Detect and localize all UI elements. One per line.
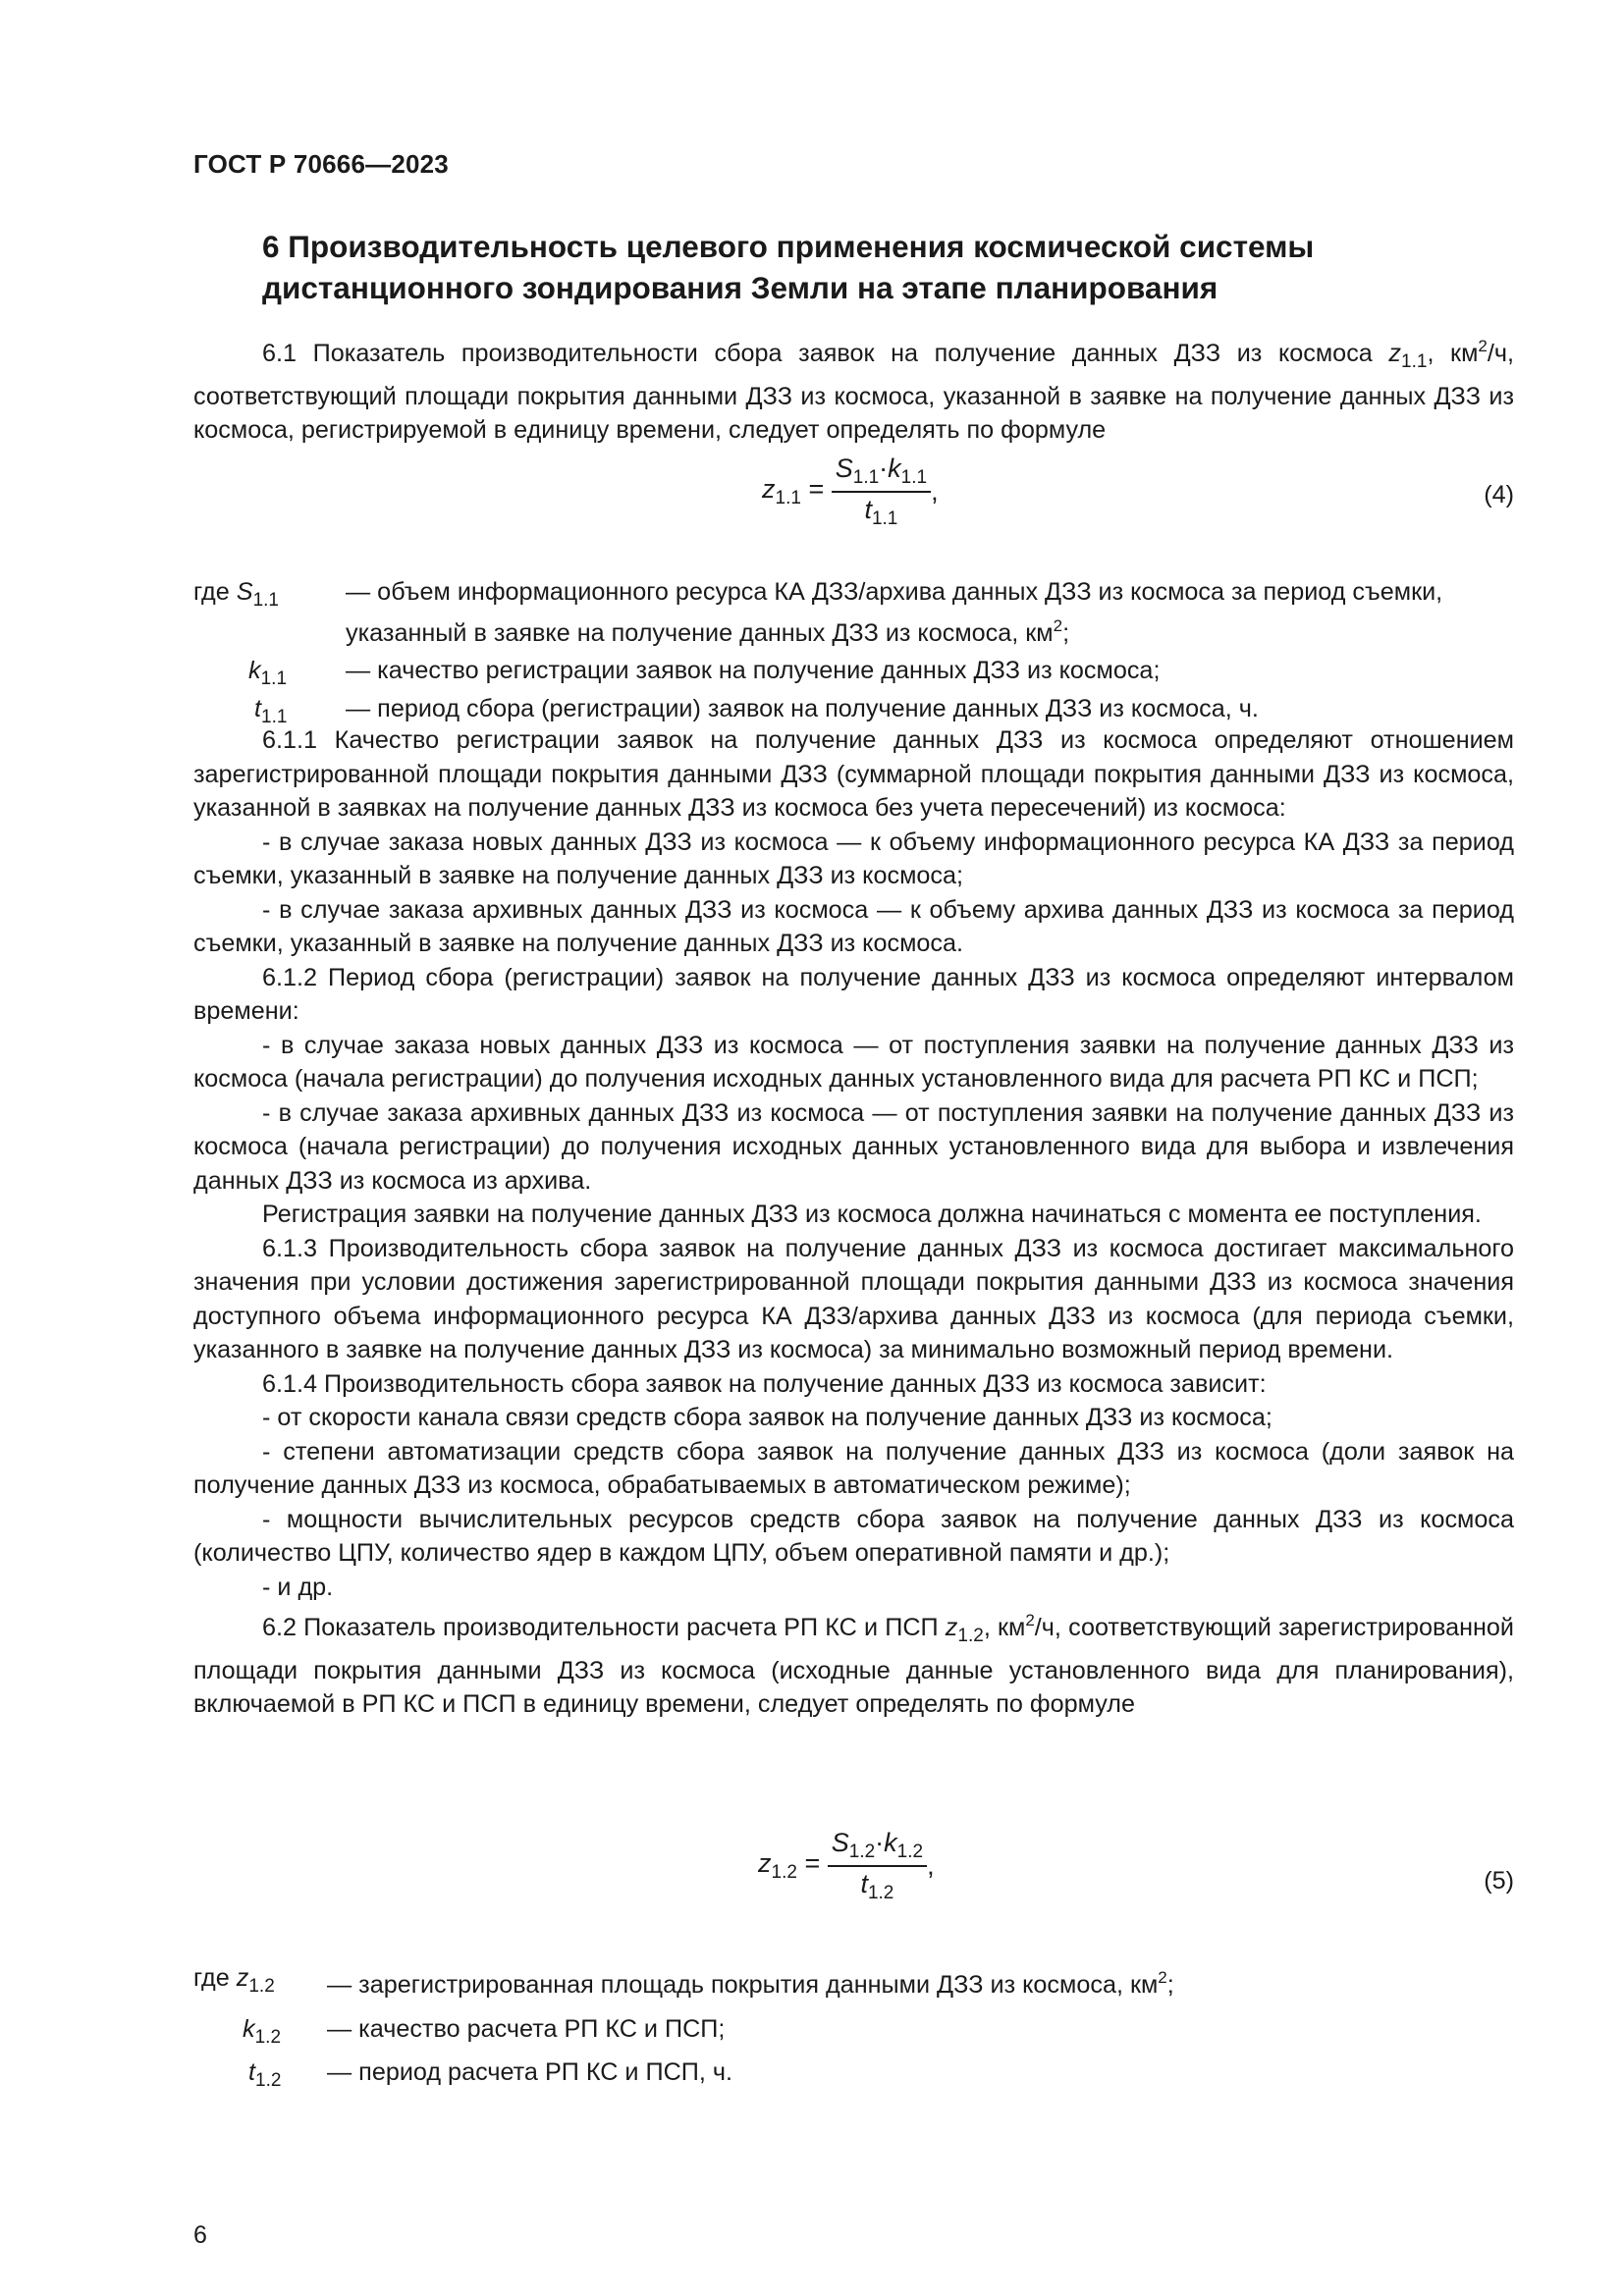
list-item: - и др. [262,1573,334,1601]
section-title-line-2: дистанционного зондирования Земли на этапе планирования [262,270,1218,305]
list-item: - в случае заказа новых данных ДЗЗ из космоса — от поступления заявки на получение данных ДЗЗ из космоса (начала регистрации) до получения исходных данных установленного вида для расчета РП КС и ПСП; [193,1031,1514,1093]
paragraph-6-1-3: 6.1.3 Производительность сбора заявок на получение данных ДЗЗ из космоса достигает максимального значения при условии достижения зарегистрированной площади покрытия данными ДЗЗ из космоса значения доступного объема информационного ресурса КА ДЗЗ/архива данных ДЗЗ из космоса (для периода съемки, указанного в заявке на получение данных ДЗЗ из космоса) за минимально возможный период времени. [193,1234,1514,1363]
formula-5: $z_{1.2}$ = $\frac{S_{1.2}\cdot k_{1.2}}{t_{1.2}}$ , [758,1828,935,1903]
formula-4: $z_{1.1}$ = $\frac{S_{1.1}\cdot k_{1.1}}{t_{1.1}}$ , [762,454,939,529]
formula-5-definitions [193,1961,1514,2094]
paragraph-6-1-1: 6.1.1 Качество регистрации заявок на получение данных ДЗЗ из космоса определяют отношением зарегистрированной площади покрытия данными ДЗЗ (суммарной площади покрытия данными ДЗЗ из космоса, указанной в заявках на получение данных ДЗЗ из космоса без учета пересечений) из космоса: [193,726,1514,822]
definition-t: $t_{1.1}$ — период сбора (регистрации) заявок на получение данных ДЗЗ из космоса, ч. [254,694,1259,727]
standard-header: ГОСТ Р 70666—2023 [193,149,449,179]
paragraph-6-1-4: 6.1.4 Производительность сбора заявок на получение данных ДЗЗ из космоса зависит: [262,1369,1267,1398]
paragraph-6-2: 6.2 Показатель производительности расчета РП КС и ПСП $z_{1.2}$, $км^2/ч$, соответствующий зарегистрированной площади покрытия данными ДЗЗ из космоса (исходные данные установленного вида для планирования), включаемой в РП КС и ПСП в единицу времени, следует определять по формуле [193,1611,1515,1718]
definition-t: $t_{1.2}$ — период расчета РП КС и ПСП, ч. [248,2058,732,2091]
list-item: - в случае заказа архивных данных ДЗЗ из космоса — от поступления заявки на получение данных ДЗЗ из космоса (начала регистрации) до получения исходных данных установленного вида для выбора и извлечения данных ДЗЗ из космоса из архива. [193,1098,1514,1195]
list-item: - в случае заказа архивных данных ДЗЗ из космоса — к объему архива данных ДЗЗ из космоса за период съемки, указанный в заявке на получение данных ДЗЗ из космоса. [193,895,1514,957]
formula-5-number: (5) [1484,1867,1514,1895]
formula-4-definitions [193,575,1514,729]
body-text [193,723,1514,1722]
definition-k: $k_{1.1}$ — качество регистрации заявок на получение данных ДЗЗ из космоса; [248,657,1161,689]
definition-k: $k_{1.2}$ — качество расчета РП КС и ПСП; [243,2014,726,2048]
section-title [262,226,1539,308]
paragraph-6-1: 6.1 Показатель производительности сбора заявок на получение данных ДЗЗ из космоса $z_{1.1}$, $км^2/ч$, соответствующий площади покрытия данными ДЗЗ из космоса, указанной в заявке на получение данных ДЗЗ из космоса, регистрируемой в единицу времени, следует определять по формуле [193,337,1514,444]
definition-z: где $z_{1.2}$ — зарегистрированная площадь покрытия данными ДЗЗ из космоса, $км^2$; [193,1964,1174,1999]
paragraph-registration: Регистрация заявки на получение данных ДЗЗ из космоса должна начинаться с момента ее поступления. [262,1201,1482,1228]
formula-4-fraction: $\frac{S_{1.1}\cdot k_{1.1}}{t_{1.1}}$ [832,454,931,530]
list-item: - степени автоматизации средств сбора заявок на получение данных ДЗЗ из космоса (доли заявок на получение данных ДЗЗ из космоса, обрабатываемых в автоматическом режиме); [193,1437,1514,1499]
list-item: - в случае заказа новых данных ДЗЗ из космоса — к объему информационного ресурса КА ДЗЗ за период съемки, указанный в заявке на получение данных ДЗЗ из космоса; [193,828,1514,889]
definition-s: где $S_{1.1}$ — объем информационного ресурса КА ДЗЗ/архива данных ДЗЗ из космоса за период съемки, указанный в заявке на получение данных ДЗЗ из космоса, $км^2$; [193,578,1443,647]
list-item: - мощности вычислительных ресурсов средств сбора заявок на получение данных ДЗЗ из космоса (количество ЦПУ, количество ядер в каждом ЦПУ, объем оперативной памяти и др.); [193,1505,1514,1567]
section-title-line-1: 6 Производительность целевого применения космической системы [262,229,1315,264]
formula-4-number: (4) [1484,481,1514,508]
formula-5-fraction: $\frac{S_{1.2}\cdot k_{1.2}}{t_{1.2}}$ [828,1828,927,1904]
page-number: 6 [193,2221,207,2249]
list-item: - от скорости канала связи средств сбора заявок на получение данных ДЗЗ из космоса; [262,1404,1272,1431]
paragraph-6-1-2: 6.1.2 Период сбора (регистрации) заявок на получение данных ДЗЗ из космоса определяют интервалом времени: [193,963,1514,1025]
